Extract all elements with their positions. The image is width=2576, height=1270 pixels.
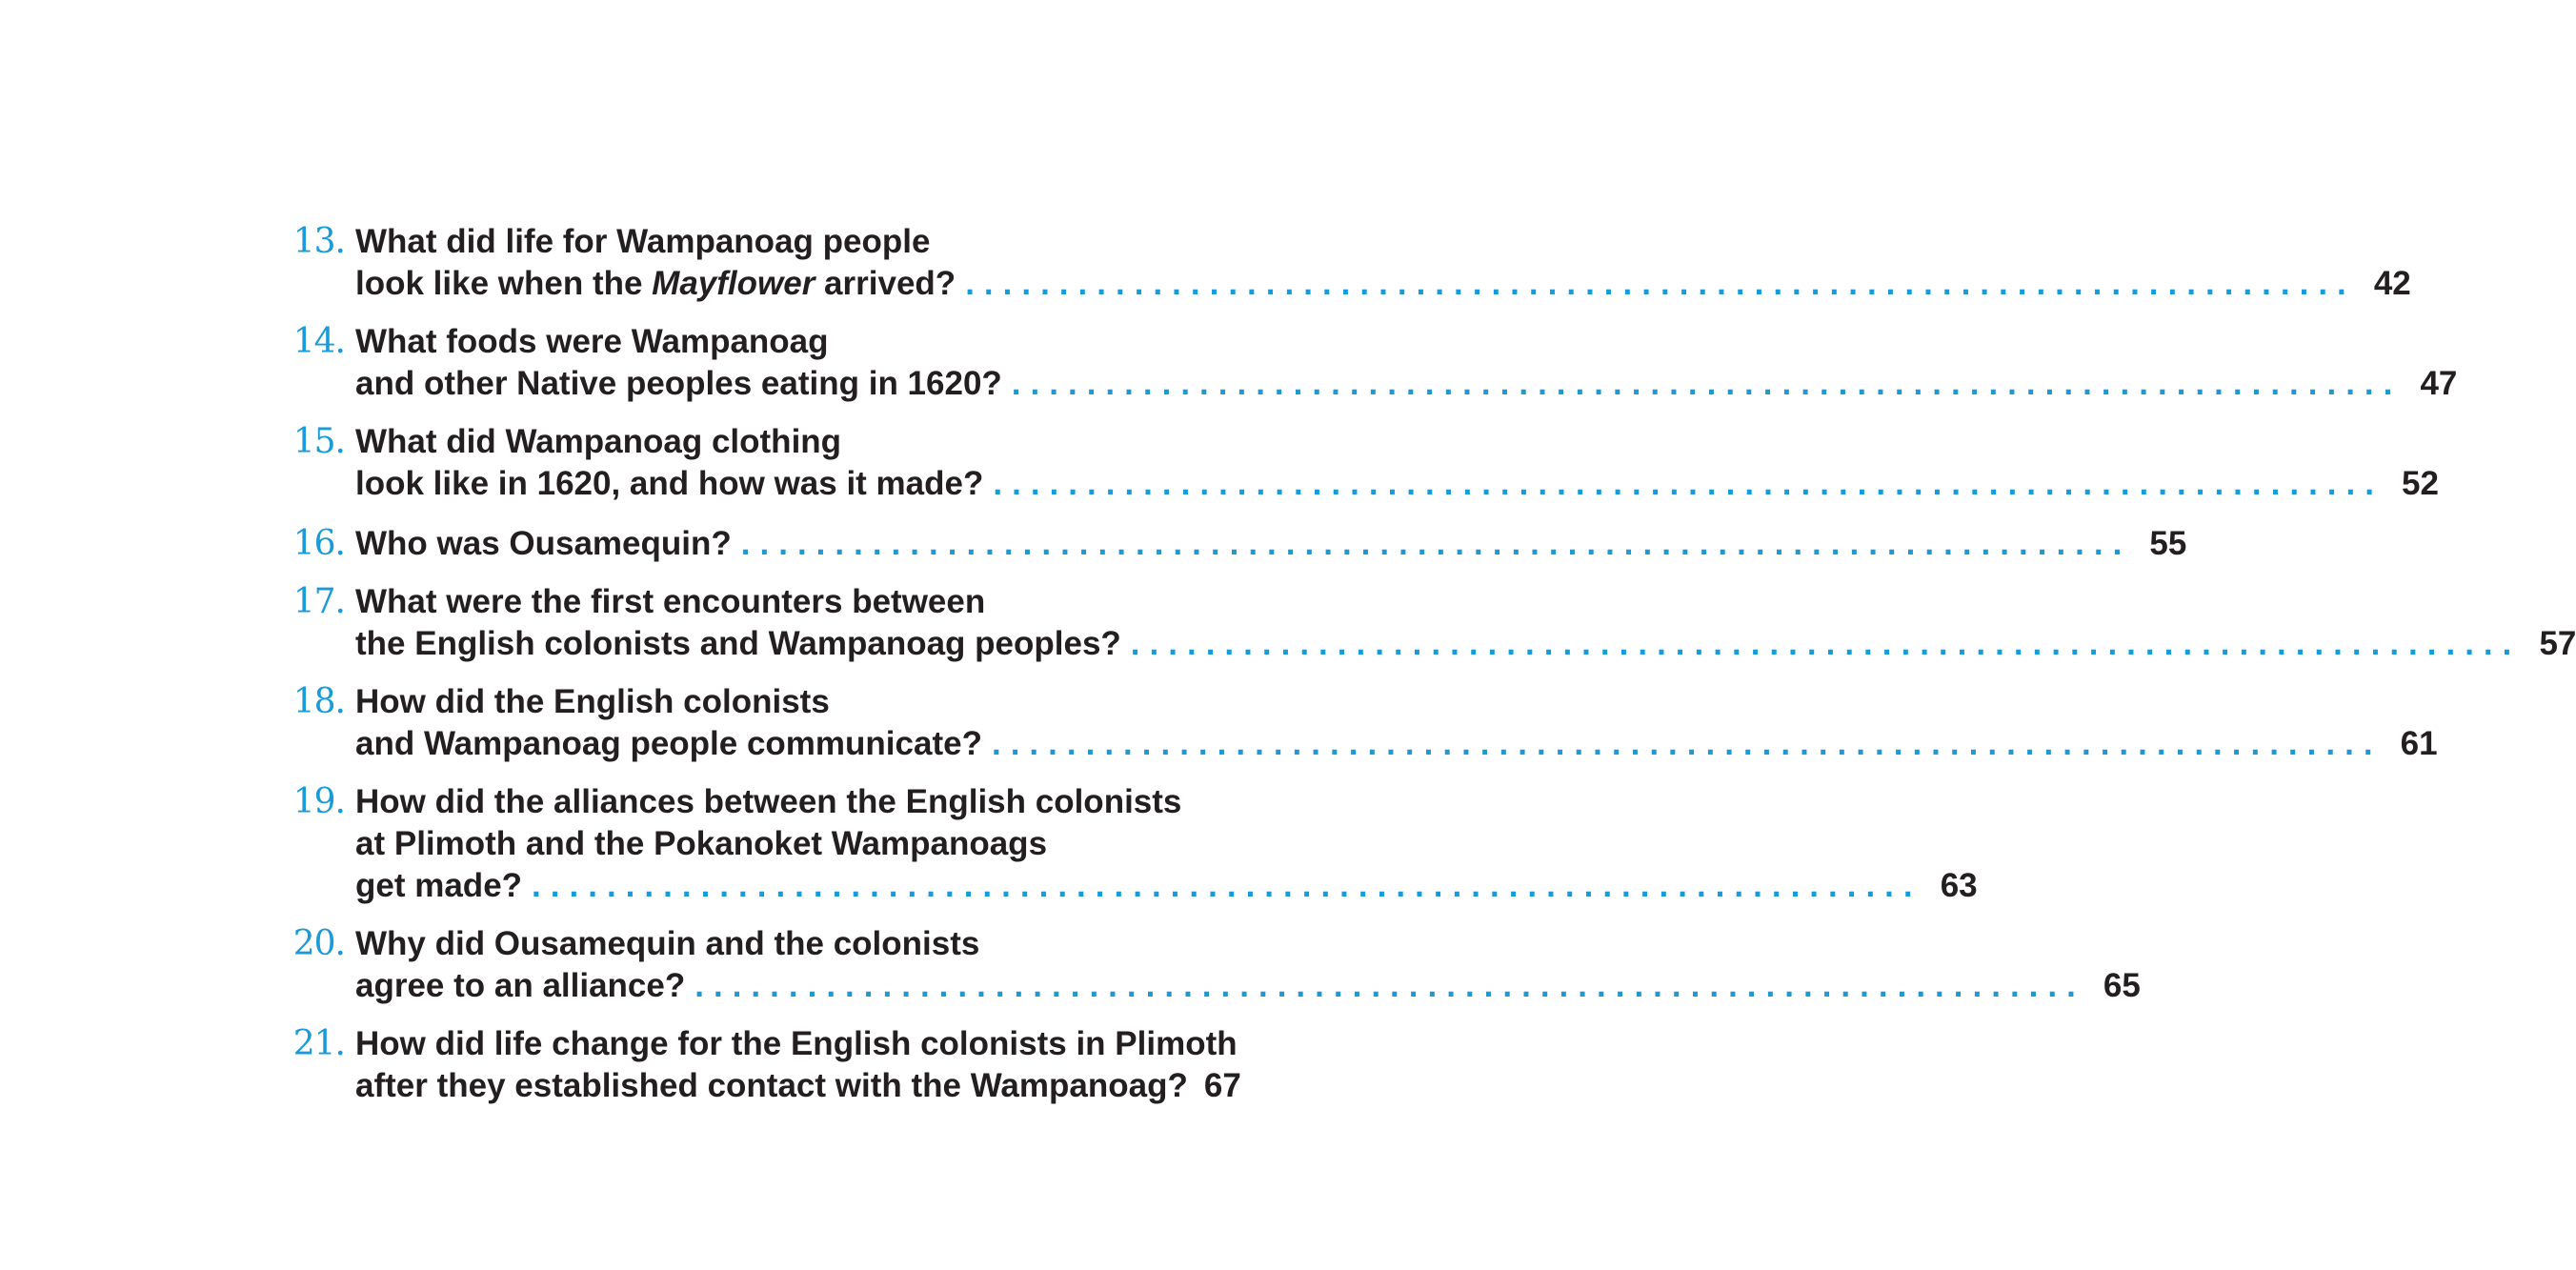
entry-number: 14. [292,322,345,361]
entry-title-continued: at Plimoth and the Pokanoket Wampanoags [355,825,1048,862]
page-number: 57 [2539,625,2576,662]
entry-number: 15. [292,422,345,461]
entry-number: 21. [292,1024,345,1063]
entry-title: Why did Ousamequin and the colonists [355,925,980,962]
entry-title-continued: after they established contact with the Wampanoag? [355,1067,1188,1104]
entry-title: Who was Ousamequin? [355,525,732,562]
entry-title: What did Wampanoag clothing [355,423,842,460]
dot-leader: .......................................................................... [1130,625,2522,662]
entry-title-continued: agree to an alliance? [355,967,686,1004]
entry-number: 20. [292,924,345,963]
page-number: 61 [2400,725,2438,762]
entry-title: How did the English colonists [355,683,830,720]
entry-number: 17. [292,582,345,621]
dot-leader: .......................................................................... [694,967,2085,1004]
entry-title: What foods were Wampanoag [355,323,829,360]
entry-title-continued: and other Native peoples eating in 1620? [355,365,1002,402]
ship-name: Mayflower [652,265,815,302]
entry-title: What were the first encounters between [355,583,986,620]
entry-number: 19. [292,782,345,821]
dot-leader: .......................................................................... [993,465,2384,502]
page-number: 63 [1940,867,1978,904]
dot-leader: .......................................................................... [740,525,2132,562]
page-number: 55 [2149,525,2187,562]
page-number: 42 [2373,265,2411,302]
page-number: 67 [1203,1067,1241,1104]
entry-title-continued: and Wampanoag people communicate? [355,725,982,762]
entry-number: 13. [292,222,345,261]
dot-leader: .......................................................................... [1011,365,2403,402]
page-number: 65 [2103,967,2141,1004]
entry-title-continued: look like in 1620, and how was it made? [355,465,984,502]
entry-title-continued: get made? [355,867,523,904]
entry-title-continued: the English colonists and Wampanoag peoples? [355,625,1121,662]
page-number: 52 [2402,465,2439,502]
page-number: 47 [2420,365,2458,402]
dot-leader: .......................................................................... [991,725,2383,762]
entry-title-continued: look like when the Mayflower arrived? [355,265,956,302]
entry-number: 16. [292,524,345,563]
entry-number: 18. [292,682,345,721]
dot-leader: .......................................................................... [965,265,2356,302]
entry-title: What did life for Wampanoag people [355,223,931,260]
dot-leader: .......................................................................... [532,867,1922,904]
entry-title: How did life change for the English colonists in Plimoth [355,1025,1238,1062]
entry-title: How did the alliances between the English colonists [355,783,1182,820]
